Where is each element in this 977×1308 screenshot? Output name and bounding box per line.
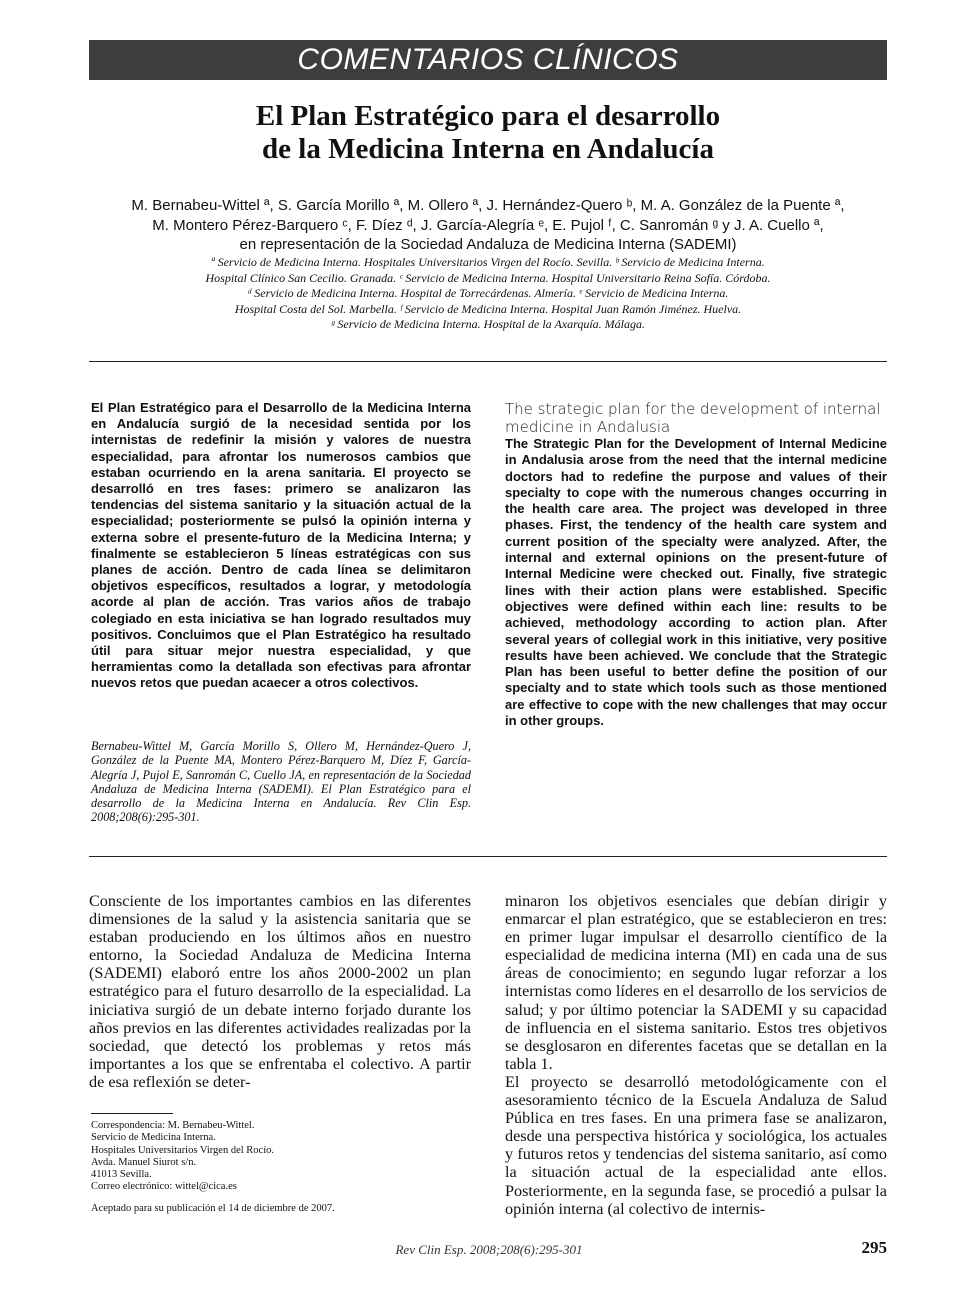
affiliations (89, 255, 887, 333)
correspondence-line: Correspondencia: M. Bernabeu-Wittel. (91, 1120, 255, 1131)
citation: Bernabeu-Wittel M, García Morillo S, Ollero M, Hernández-Quero J, González de la Puente MA, Montero Pérez-Barquero M, Díez F, García-Alegría J, Pujol E, Sanromán C, Cuello JA, en representación de la Sociedad Andaluza de Medicina Interna (SADEMI). El Plan Estratégico para el desarrollo de la Medicina Interna en Andalucía. Rev Clin Esp. 2008;208(6):295-301. (91, 739, 471, 825)
correspondence-line: 41013 Sevilla. (91, 1169, 152, 1181)
body-paragraph: El proyecto se desarrolló metodológicamente con el asesoramiento técnico de la Escuela Andaluza de Salud Pública en tres fases. En una primera fase se analizaron, desde una perspectiva histórica y sociológica, los actuales y futuros retos y tendencias del sistema sanitario, así como la situación actual de la especialidad ante ellos. Posteriormente, en la segunda fase, se procedió a pulsar la opinión interna (al colectivo de internis- (505, 1072, 887, 1218)
abstract-divider (89, 856, 887, 857)
journal-citation-footer: Rev Clin Esp. 2008;208(6):295-301 (395, 1242, 583, 1257)
accepted-date: Aceptado para su publicación el 14 de diciembre de 2007. (91, 1203, 335, 1214)
affiliation-line: Hospital Clínico San Cecilio. Granada. ᶜ Servicio de Medicina Interna. Hospital Universitario Reina Sofía. Córdoba. (205, 270, 771, 285)
author-list (89, 196, 887, 255)
author-line: M. Montero Pérez-Barquero ᶜ, F. Díez ᵈ, J. García-Alegría ᵉ, E. Pujol ᶠ, C. Sanromán ᵍ y J. A. Cuello ª, (152, 216, 824, 234)
abstract-english: The Strategic Plan for the Development of Internal Medicine in Andalusia arose from the need that the internal medicine doctors had to redefine the purpose and values of their specialty to cope with the numerous changes occurring in the health care area. The project was developed in three phases. First, the tendency of the health care system and current position of the specialty were analyzed. After, the internal and external opinions on the present-future of Internal Medicine were checked out. Finally, five strategic lines with their action plans were established. Specific objectives were defined within each line: results to be achieved, methodology according to action plan. After several years of collegial work in this initiative, very positive results have been achieved. We conclude that the Strategic Plan has been useful to better define the position of our specialty and to state which tools such as those mentioned are effective to cope with the new challenges that may occur in other groups. (505, 436, 887, 729)
affiliation-line: ᵈ Servicio de Medicina Interna. Hospital de Torrecárdenas. Almería. ᵉ Servicio de Medicina Interna. (247, 286, 729, 300)
section-banner: COMENTARIOS CLÍNICOS (89, 40, 887, 80)
abstract-english-title: The strategic plan for the development of internal medicine in Andalusia (505, 400, 881, 436)
page-number: 295 (861, 1238, 887, 1257)
affiliation-line: Hospital Costa del Sol. Marbella. ᶠ Servicio de Medicina Interna. Hospital Juan Ramón Jiménez. Huelva. (234, 301, 742, 316)
abstract-spanish: El Plan Estratégico para el Desarrollo de la Medicina Interna en Andalucía surgió de la necesidad sentida por los internistas de redefinir la misión y valores de nuestra especialidad, para afrontar los numerosos cambios que estaban ocurriendo en la arena sanitaria. El proyecto se desarrolló en tres fases: primero se analizaron las tendencias del sistema sanitario y la situación actual de la especialidad; posteriormente se pulsó la opinión interna y externa sobre el presente-futuro de la Medicina Interna; y finalmente se establecieron 5 líneas estratégicas con sus planes de acción. Dentro de cada línea se delimitaron objetivos específicos, resultados a lograr, y metodología acorde al plan de acción. Tras varios años de trabajo colegiado en esta iniciativa se han logrado resultados muy positivos. Concluimos que el Plan Estratégico ha resultado útil para situar mejor nuestra especialidad, y que herramientas como la detallada son efectivas para afrontar nuevos retos que puedan acaecer a otros colectivos. (91, 400, 471, 691)
correspondence-email: Correo electrónico: wittel@cica.es (91, 1181, 237, 1193)
body-column-right (505, 892, 887, 1218)
author-line: M. Bernabeu-Wittel ª, S. García Morillo ª, M. Ollero ª, J. Hernández-Quero ᵇ, M. A. González de la Puente ª, (131, 197, 845, 214)
affiliation-line: ᵍ Servicio de Medicina Interna. Hospital de la Axarquía. Málaga. (330, 317, 646, 331)
article-title (89, 100, 887, 166)
correspondence-note (91, 1120, 471, 1194)
correspondence-line: Avda. Manuel Siurot s/n. (91, 1156, 197, 1168)
footnote-divider (91, 1113, 173, 1114)
affiliation-line: ª Servicio de Medicina Interna. Hospitales Universitarios Virgen del Rocío. Sevilla. ᵇ Servicio de Medicina Interna. (211, 255, 765, 269)
correspondence-line: Hospitales Universitarios Virgen del Rocío. (91, 1144, 274, 1156)
header-divider (89, 361, 887, 362)
correspondence-line: Servicio de Medicina Interna. (91, 1132, 216, 1144)
title-line: El Plan Estratégico para el desarrollo (255, 100, 721, 132)
author-line: en representación de la Sociedad Andaluza de Medicina Interna (SADEMI) (239, 236, 737, 253)
title-line: de la Medicina Interna en Andalucía (262, 133, 714, 165)
body-paragraph: Consciente de los importantes cambios en las diferentes dimensiones de la salud y la asistencia sanitaria que se estaban produciendo en los últimos años en nuestro entorno, la Sociedad Andaluza de Medicina Interna (SADEMI) elaboró entre los años 2000-2002 un plan estratégico para el futuro desarrollo de la especialidad. La iniciativa surgió de un debate interno forjado durante los años previos en las diferentes actividades realizadas por la sociedad, que detectó los problemas y retos más importantes a los que se enfrentaba el colectivo. A partir de esa reflexión se deter- (89, 892, 471, 1091)
body-paragraph: minaron los objetivos esenciales que debían dirigir y enmarcar el plan estratégico, que se establecieron en tres: en primer lugar impulsar el desarrollo científico de la especialidad de medicina interna (MI) en cada una de sus áreas de conocimiento; en segundo lugar reforzar a los internistas como líderes en el desarrollo de los servicios de salud; y por último potenciar la SADEMI y su capacidad de influencia en el sistema sanitario. Estos tres objetivos se desglosaron en diferentes facetas que se detallan en la tabla 1. (505, 892, 887, 1073)
body-column-left (89, 892, 471, 1091)
